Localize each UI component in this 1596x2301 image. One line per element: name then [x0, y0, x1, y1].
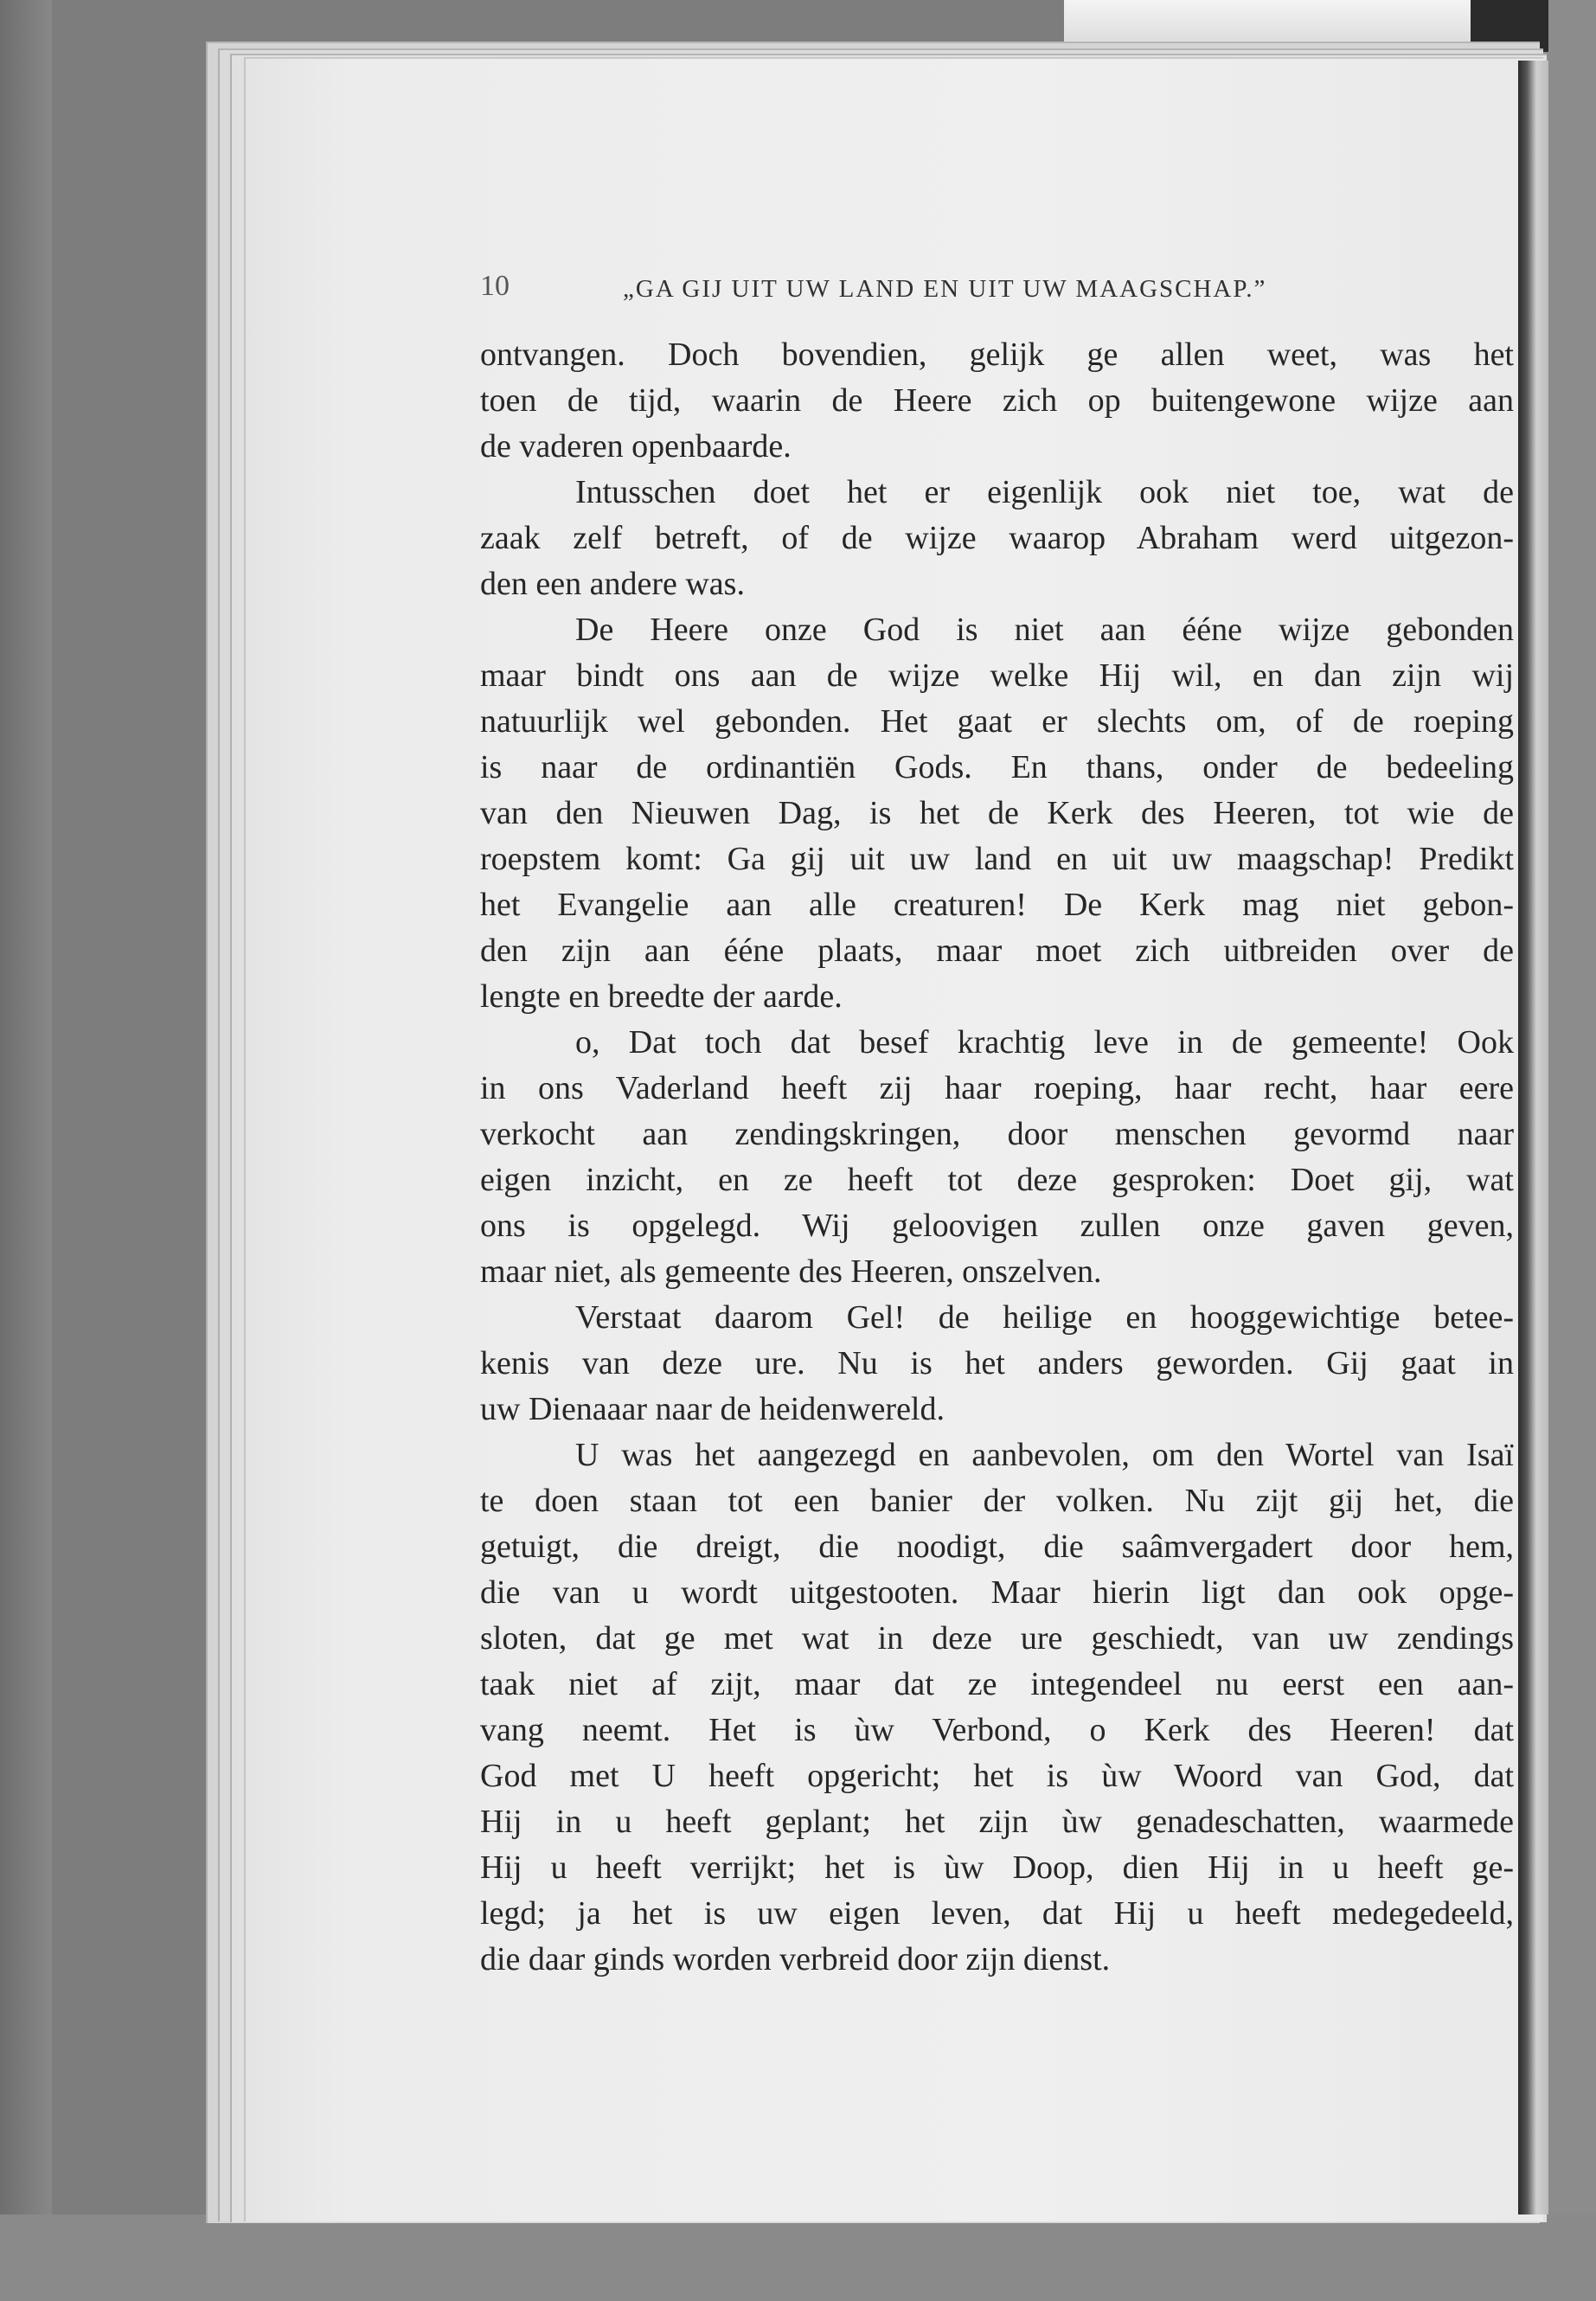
- text-line: verkocht aan zendingskringen, door menschen gevormd naar: [480, 1116, 1514, 1152]
- text-line: die van u wordt uitgestooten. Maar hierin ligt dan ook opge-: [480, 1574, 1514, 1611]
- text-line: die daar ginds worden verbreid door zijn dienst.: [480, 1941, 1111, 1977]
- text-line: van den Nieuwen Dag, is het de Kerk des Heeren, tot wie de: [480, 795, 1514, 831]
- scan-background-bottom: [0, 2214, 1596, 2301]
- page-number: 10: [480, 270, 510, 302]
- text-line: legd; ja het is uw eigen leven, dat Hij u heeft medegedeeld,: [480, 1895, 1514, 1932]
- text-line: den een andere was.: [480, 566, 745, 602]
- text-line: getuigt, die dreigt, die noodigt, die saâmvergadert door hem,: [480, 1529, 1514, 1565]
- text-line: ontvangen. Doch bovendien, gelijk ge allen weet, was het: [480, 336, 1514, 373]
- text-line: Hij in u heeft geplant; het zijn ùw genadeschatten, waarmede: [480, 1804, 1514, 1840]
- text-line: Intusschen doet het er eigenlijk ook niet toe, wat de: [575, 474, 1514, 510]
- text-line: Hij u heeft verrijkt; het is ùw Doop, dien Hij in u heeft ge-: [480, 1849, 1514, 1886]
- text-line: natuurlijk wel gebonden. Het gaat er slechts om, of de roeping: [480, 703, 1514, 740]
- page-header: [480, 270, 1501, 310]
- running-head: „GA GIJ UIT UW LAND EN UIT UW MAAGSCHAP.”: [623, 275, 1267, 303]
- text-line: te doen staan tot een banier der volken. Nu zijt gij het, die: [480, 1483, 1514, 1519]
- text-line: taak niet af zijt, maar dat ze integendeel nu eerst een aan-: [480, 1666, 1514, 1702]
- text-line: U was het aangezegd en aanbevolen, om den Wortel van Isaï: [575, 1437, 1514, 1473]
- text-line: De Heere onze God is niet aan ééne wijze gebonden: [575, 612, 1514, 648]
- text-line: het Evangelie aan alle creaturen! De Kerk mag niet gebon-: [480, 887, 1514, 923]
- scan-background-left: [0, 0, 52, 2301]
- text-line: uw Dienaaar naar de heidenwereld.: [480, 1391, 945, 1427]
- body-text: [480, 332, 1514, 1983]
- text-line: maar bindt ons aan de wijze welke Hij wil, en dan zijn wij: [480, 657, 1514, 694]
- text-line: God met U heeft opgericht; het is ùw Woord van God, dat: [480, 1758, 1514, 1794]
- text-line: vang neemt. Het is ùw Verbond, o Kerk des Heeren! dat: [480, 1712, 1514, 1748]
- text-line: kenis van deze ure. Nu is het anders geworden. Gij gaat in: [480, 1345, 1514, 1381]
- text-line: sloten, dat ge met wat in deze ure geschiedt, van uw zendings: [480, 1620, 1514, 1657]
- text-line: roepstem komt: Ga gij uit uw land en uit uw maagschap! Predikt: [480, 841, 1514, 877]
- text-line: zaak zelf betreft, of de wijze waarop Abraham werd uitgezon-: [480, 520, 1514, 556]
- text-line: de vaderen openbaarde.: [480, 428, 792, 465]
- text-line: maar niet, als gemeente des Heeren, onszelven.: [480, 1253, 1102, 1290]
- text-line: toen de tijd, waarin de Heere zich op buitengewone wijze aan: [480, 382, 1514, 419]
- text-line: eigen inzicht, en ze heeft tot deze gesproken: Doet gij, wat: [480, 1162, 1514, 1198]
- text-line: lengte en breedte der aarde.: [480, 978, 843, 1015]
- text-line: o, Dat toch dat besef krachtig leve in de gemeente! Ook: [575, 1024, 1514, 1061]
- text-line: ons is opgelegd. Wij geloovigen zullen onze gaven geven,: [480, 1208, 1514, 1244]
- text-line: Verstaat daarom Gel! de heilige en hooggewichtige betee-: [575, 1299, 1514, 1336]
- text-line: is naar de ordinantiën Gods. En thans, onder de bedeeling: [480, 749, 1514, 785]
- text-line: den zijn aan ééne plaats, maar moet zich uitbreiden over de: [480, 933, 1514, 969]
- text-line: in ons Vaderland heeft zij haar roeping, haar recht, haar eere: [480, 1070, 1514, 1106]
- facing-page-edge: [1518, 61, 1548, 2214]
